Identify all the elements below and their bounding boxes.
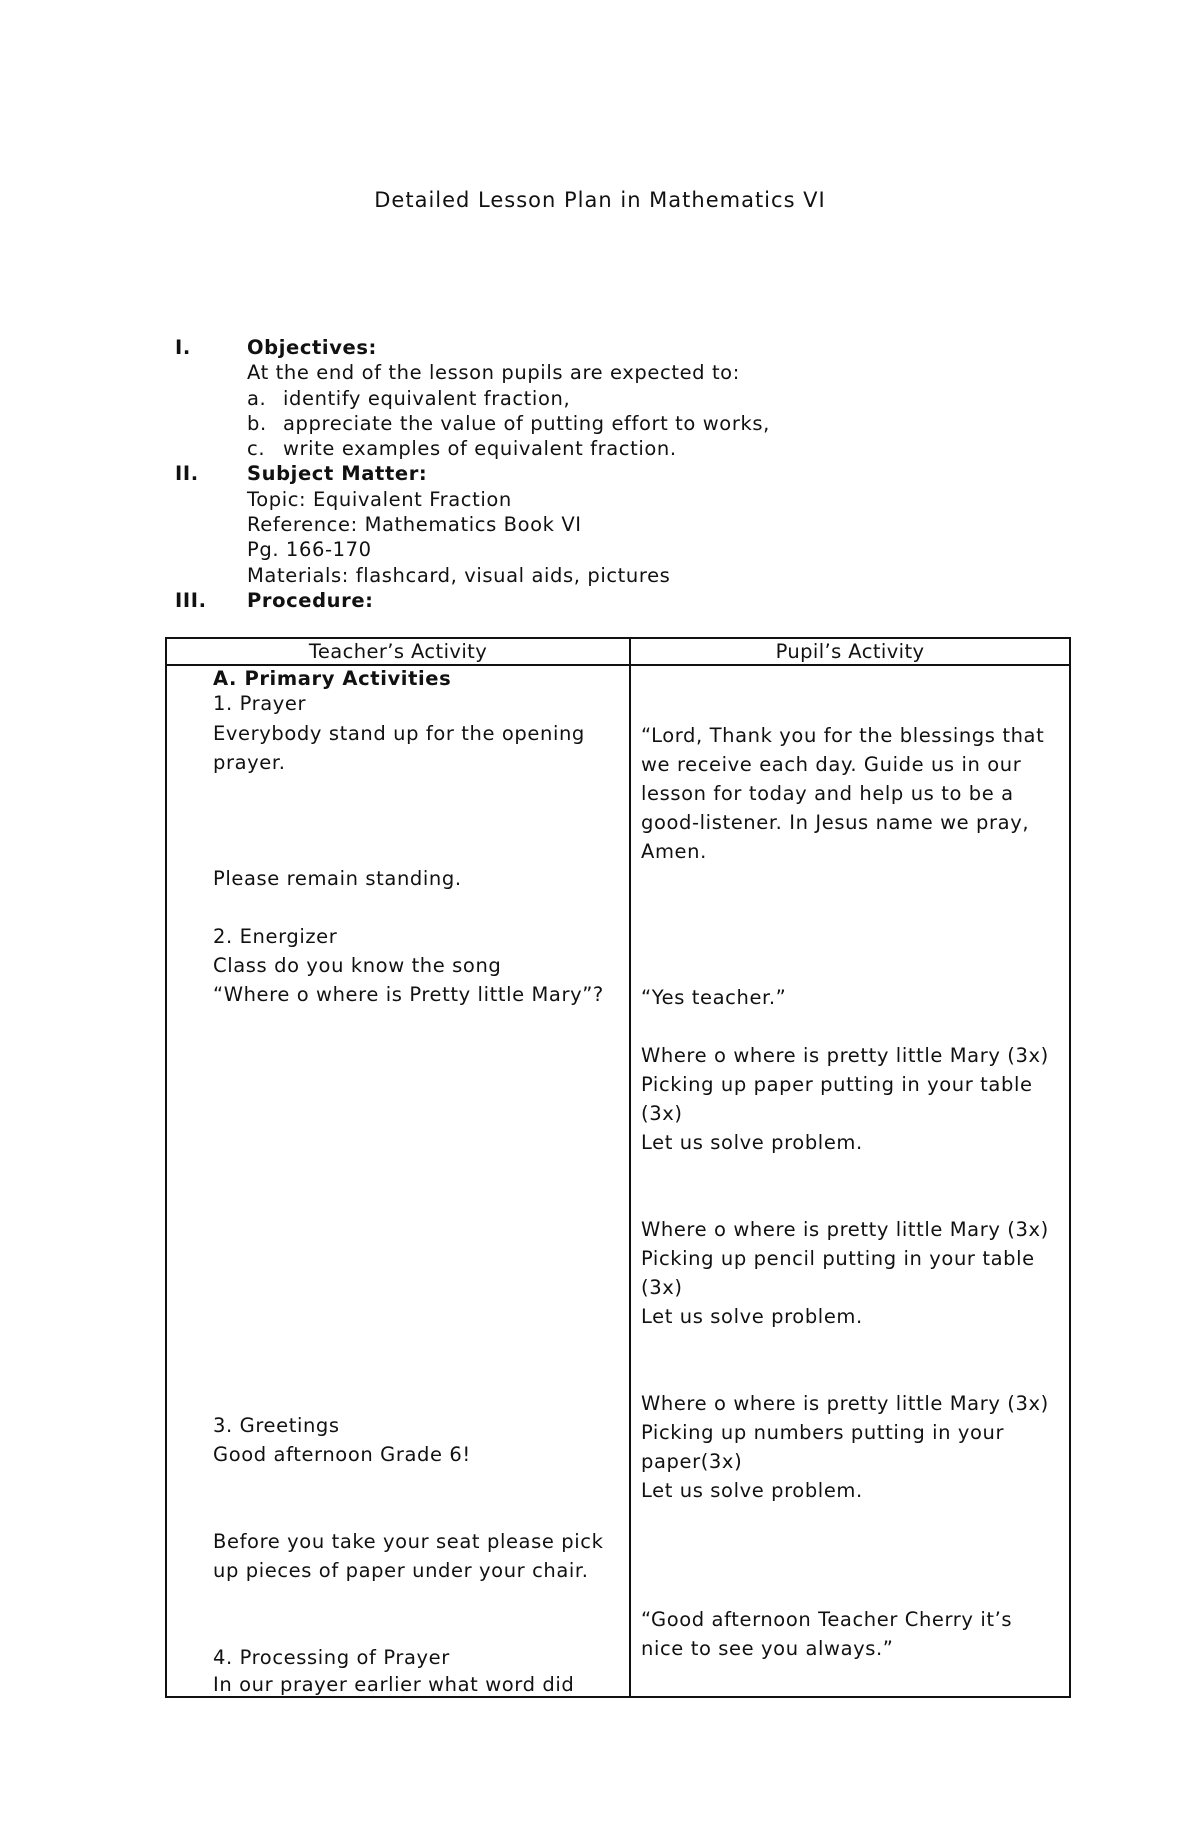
song-verse-2: Where o where is pretty little Mary (3x) Picking up pencil putting in your table (3x) Let us solve problem. [641, 1218, 1049, 1328]
objectives-heading: Objectives: [247, 336, 377, 359]
subject-matter-section [175, 461, 1075, 486]
teacher-activity-header: Teacher’s Activity [308, 640, 488, 663]
subject-topic: Topic: Equivalent Fraction [247, 487, 512, 511]
prayer-instruction: Everybody stand up for the opening prayer. [213, 722, 585, 774]
procedure-number: III. [175, 588, 207, 612]
song-verse-3: Where o where is pretty little Mary (3x) Picking up numbers putting in your paper(3x) Let us solve problem. [641, 1392, 1049, 1502]
subject-matter-number: II. [175, 462, 199, 486]
objective-text: identify equivalent fraction, [283, 386, 571, 410]
greeting-response: “Good afternoon Teacher Cherry it’s nice to see you always.” [641, 1608, 1013, 1660]
objectives-number: I. [175, 336, 191, 359]
objective-letter: a. [247, 386, 267, 410]
procedure-table [165, 637, 1071, 1698]
processing-text: In our prayer earlier what word did [213, 1673, 575, 1696]
remain-standing-text: Please remain standing. [213, 867, 462, 890]
objective-text: write examples of equivalent fraction. [283, 437, 677, 461]
energizer-heading: 2. Energizer [213, 925, 338, 948]
greetings-text: Good afternoon Grade 6! [213, 1443, 471, 1466]
procedure-heading: Procedure: [247, 588, 374, 612]
table-header-row [167, 639, 1069, 666]
song-verse-1: Where o where is pretty little Mary (3x) Picking up paper putting in your table (3x) Let us solve problem. [641, 1044, 1049, 1154]
objectives-intro: At the end of the lesson pupils are expected to: [247, 361, 740, 385]
primary-activities-heading: A. Primary Activities [213, 667, 452, 690]
objective-letter: b. [247, 411, 267, 435]
processing-heading: 4. Processing of Prayer [213, 1646, 450, 1669]
objective-letter: c. [247, 437, 266, 461]
objective-item [247, 386, 1075, 411]
procedure-section [175, 588, 1075, 613]
objective-text: appreciate the value of putting effort to works, [283, 411, 770, 435]
document-title: Detailed Lesson Plan in Mathematics VI [374, 188, 826, 212]
yes-teacher-response: “Yes teacher.” [641, 986, 787, 1009]
subject-reference: Reference: Mathematics Book VI [247, 513, 582, 537]
subject-materials: Materials: flashcard, visual aids, pictures [247, 563, 671, 587]
greetings-heading: 3. Greetings [213, 1414, 340, 1437]
objective-item [247, 411, 1075, 436]
seat-instruction: Before you take your seat please pick up pieces of paper under your chair. [213, 1530, 604, 1582]
objective-item [247, 436, 1075, 461]
subject-pages: Pg. 166-170 [247, 538, 372, 562]
prayer-heading: 1. Prayer [213, 692, 307, 715]
column-divider [629, 639, 631, 1696]
lesson-outline [175, 335, 1075, 613]
subject-matter-heading: Subject Matter: [247, 462, 428, 486]
objectives-section [175, 335, 1075, 360]
prayer-response: “Lord, Thank you for the blessings that we receive each day. Guide us in our lesson for today and help us to be a good-listener. In Jesus name we pray, Amen. [641, 724, 1045, 863]
pupil-activity-header: Pupil’s Activity [775, 640, 925, 663]
energizer-question: Class do you know the song “Where o where is Pretty little Mary”? [213, 954, 604, 1006]
